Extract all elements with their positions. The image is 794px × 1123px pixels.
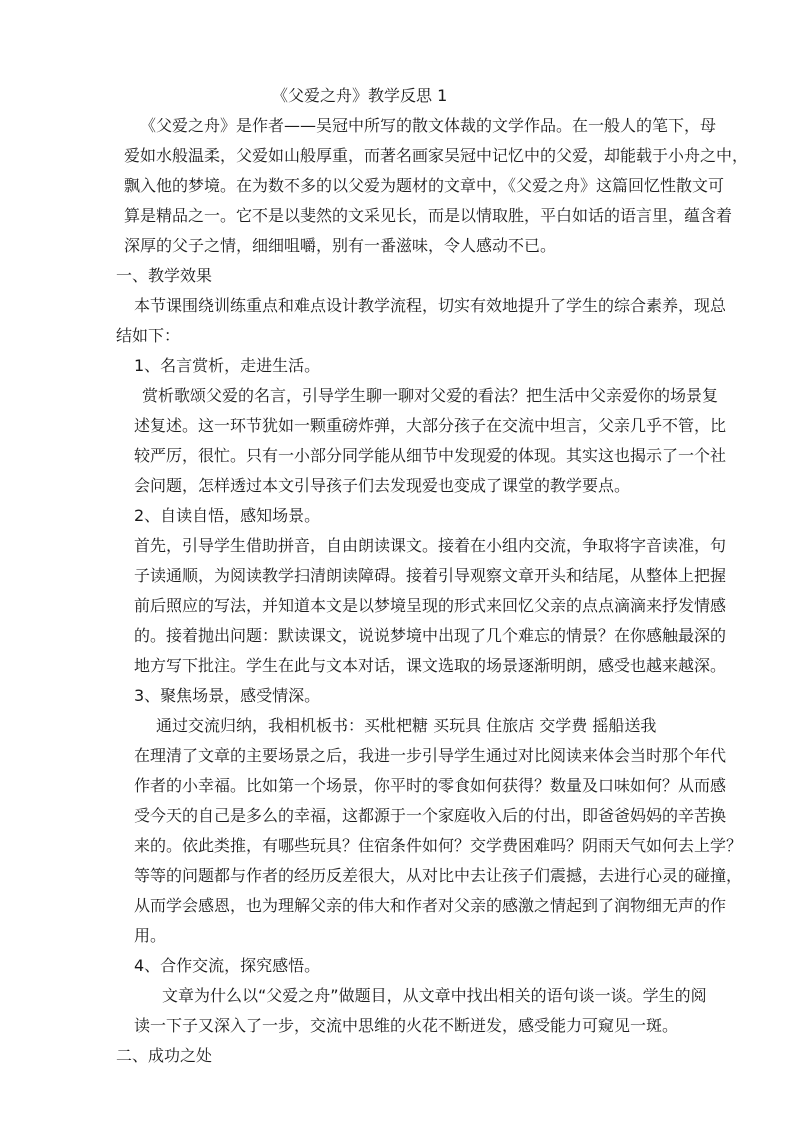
section-1-intro-line-1: 本节课围绕训练重点和难点设计教学流程，切实有效地提升了学生的综合素养，现总 — [134, 296, 727, 315]
item-3-line-5: 等等的问题都与作者的经历反差很大，从对比中去让孩子们震撼，去进行心灵的碰撞， — [134, 866, 743, 885]
item-2-line-2: 子读通顺，为阅读教学扫清朗读障碍。接着引导观察文章开头和结尾，从整体上把握 — [134, 566, 727, 585]
item-3-line-7: 用。 — [134, 926, 167, 945]
item-3-line-1: 在理清了文章的主要场景之后，我进一步引导学生通过对比阅读来体会当时那个年代 — [134, 746, 727, 765]
intro-line-5: 深厚的父子之情，细细咀嚼，别有一番滋味，令人感动不已。 — [124, 236, 557, 255]
intro-line-3: 飘入他的梦境。在为数不多的以父爱为题材的文章中，《父爱之舟》这篇回忆性散文可 — [124, 176, 725, 195]
item-3-line-3: 受今天的自己是多么的幸福，这都源于一个家庭收入后的付出，即爸爸妈妈的辛苦换 — [134, 806, 727, 825]
item-4-line-2: 读一下子又深入了一步，交流中思维的火花不断迸发，感受能力可窥见一斑。 — [134, 1016, 679, 1035]
document-title: 《父爱之舟》教学反思 1 — [272, 86, 448, 105]
section-1-intro-line-2: 结如下： — [116, 326, 181, 345]
intro-line-4: 算是精品之一。它不是以斐然的文采见长，而是以情取胜，平白如话的语言里，蕴含着 — [124, 206, 733, 225]
item-3-line-2: 作者的小幸福。比如第一个场景，你平时的零食如何获得？数量及口味如何？从而感 — [134, 776, 727, 795]
item-1-line-2: 述复述。这一环节犹如一颗重磅炸弹，大部分孩子在交流中坦言，父亲几乎不管，比 — [134, 416, 727, 435]
item-2-line-3: 前后照应的写法，并知道本文是以梦境呈现的形式来回忆父亲的点点滴滴来抒发情感 — [134, 596, 727, 615]
intro-line-2: 爱如水般温柔，父爱如山般厚重，而著名画家吴冠中记忆中的父爱，却能载于小舟之中， — [124, 146, 749, 165]
item-3-board-summary: 通过交流归纳，我相机板书：买枇杷糖 买玩具 住旅店 交学费 摇船送我 — [156, 716, 657, 735]
item-2-line-4: 的。接着抛出问题：默读课文，说说梦境中出现了几个难忘的情景？在你感触最深的 — [134, 626, 727, 645]
item-1-line-4: 会问题，怎样透过本文引导孩子们去发现爱也变成了课堂的教学要点。 — [134, 476, 631, 495]
item-3-heading: 3、聚焦场景，感受情深。 — [134, 686, 321, 705]
section-2-heading: 二、成功之处 — [116, 1046, 213, 1065]
item-3-line-4: 来的。依此类推，有哪些玩具？住宿条件如何？交学费困难吗？阴雨天气如何去上学？ — [134, 836, 743, 855]
item-1-line-3: 较严厉，很忙。只有一小部分同学能从细节中发现爱的体现。其实这也揭示了一个社 — [134, 446, 727, 465]
item-4-line-1: 文章为什么以“父爱之舟”做题目，从文章中找出相关的语句谈一谈。学生的阅 — [162, 986, 707, 1005]
item-3-line-6: 从而学会感恩，也为理解父亲的伟大和作者对父亲的感激之情起到了润物细无声的作 — [134, 896, 727, 915]
item-2-heading: 2、自读自悟，感知场景。 — [134, 506, 321, 525]
section-1-heading: 一、教学效果 — [116, 266, 213, 285]
item-1-heading: 1、名言赏析，走进生活。 — [134, 356, 321, 375]
item-2-line-5: 地方写下批注。学生在此与文本对话，课文选取的场景逐渐明朗，感受也越来越深。 — [134, 656, 727, 675]
item-1-line-1: 赏析歌颂父爱的名言，引导学生聊一聊对父爱的看法？把生活中父亲爱你的场景复 — [142, 386, 719, 405]
item-4-heading: 4、合作交流，探究感悟。 — [134, 956, 321, 975]
item-2-line-1: 首先，引导学生借助拼音，自由朗读课文。接着在小组内交流，争取将字音读准，句 — [134, 536, 727, 555]
intro-line-1: 《父爱之舟》是作者——吴冠中所写的散文体裁的文学作品。在一般人的笔下，母 — [140, 116, 717, 135]
